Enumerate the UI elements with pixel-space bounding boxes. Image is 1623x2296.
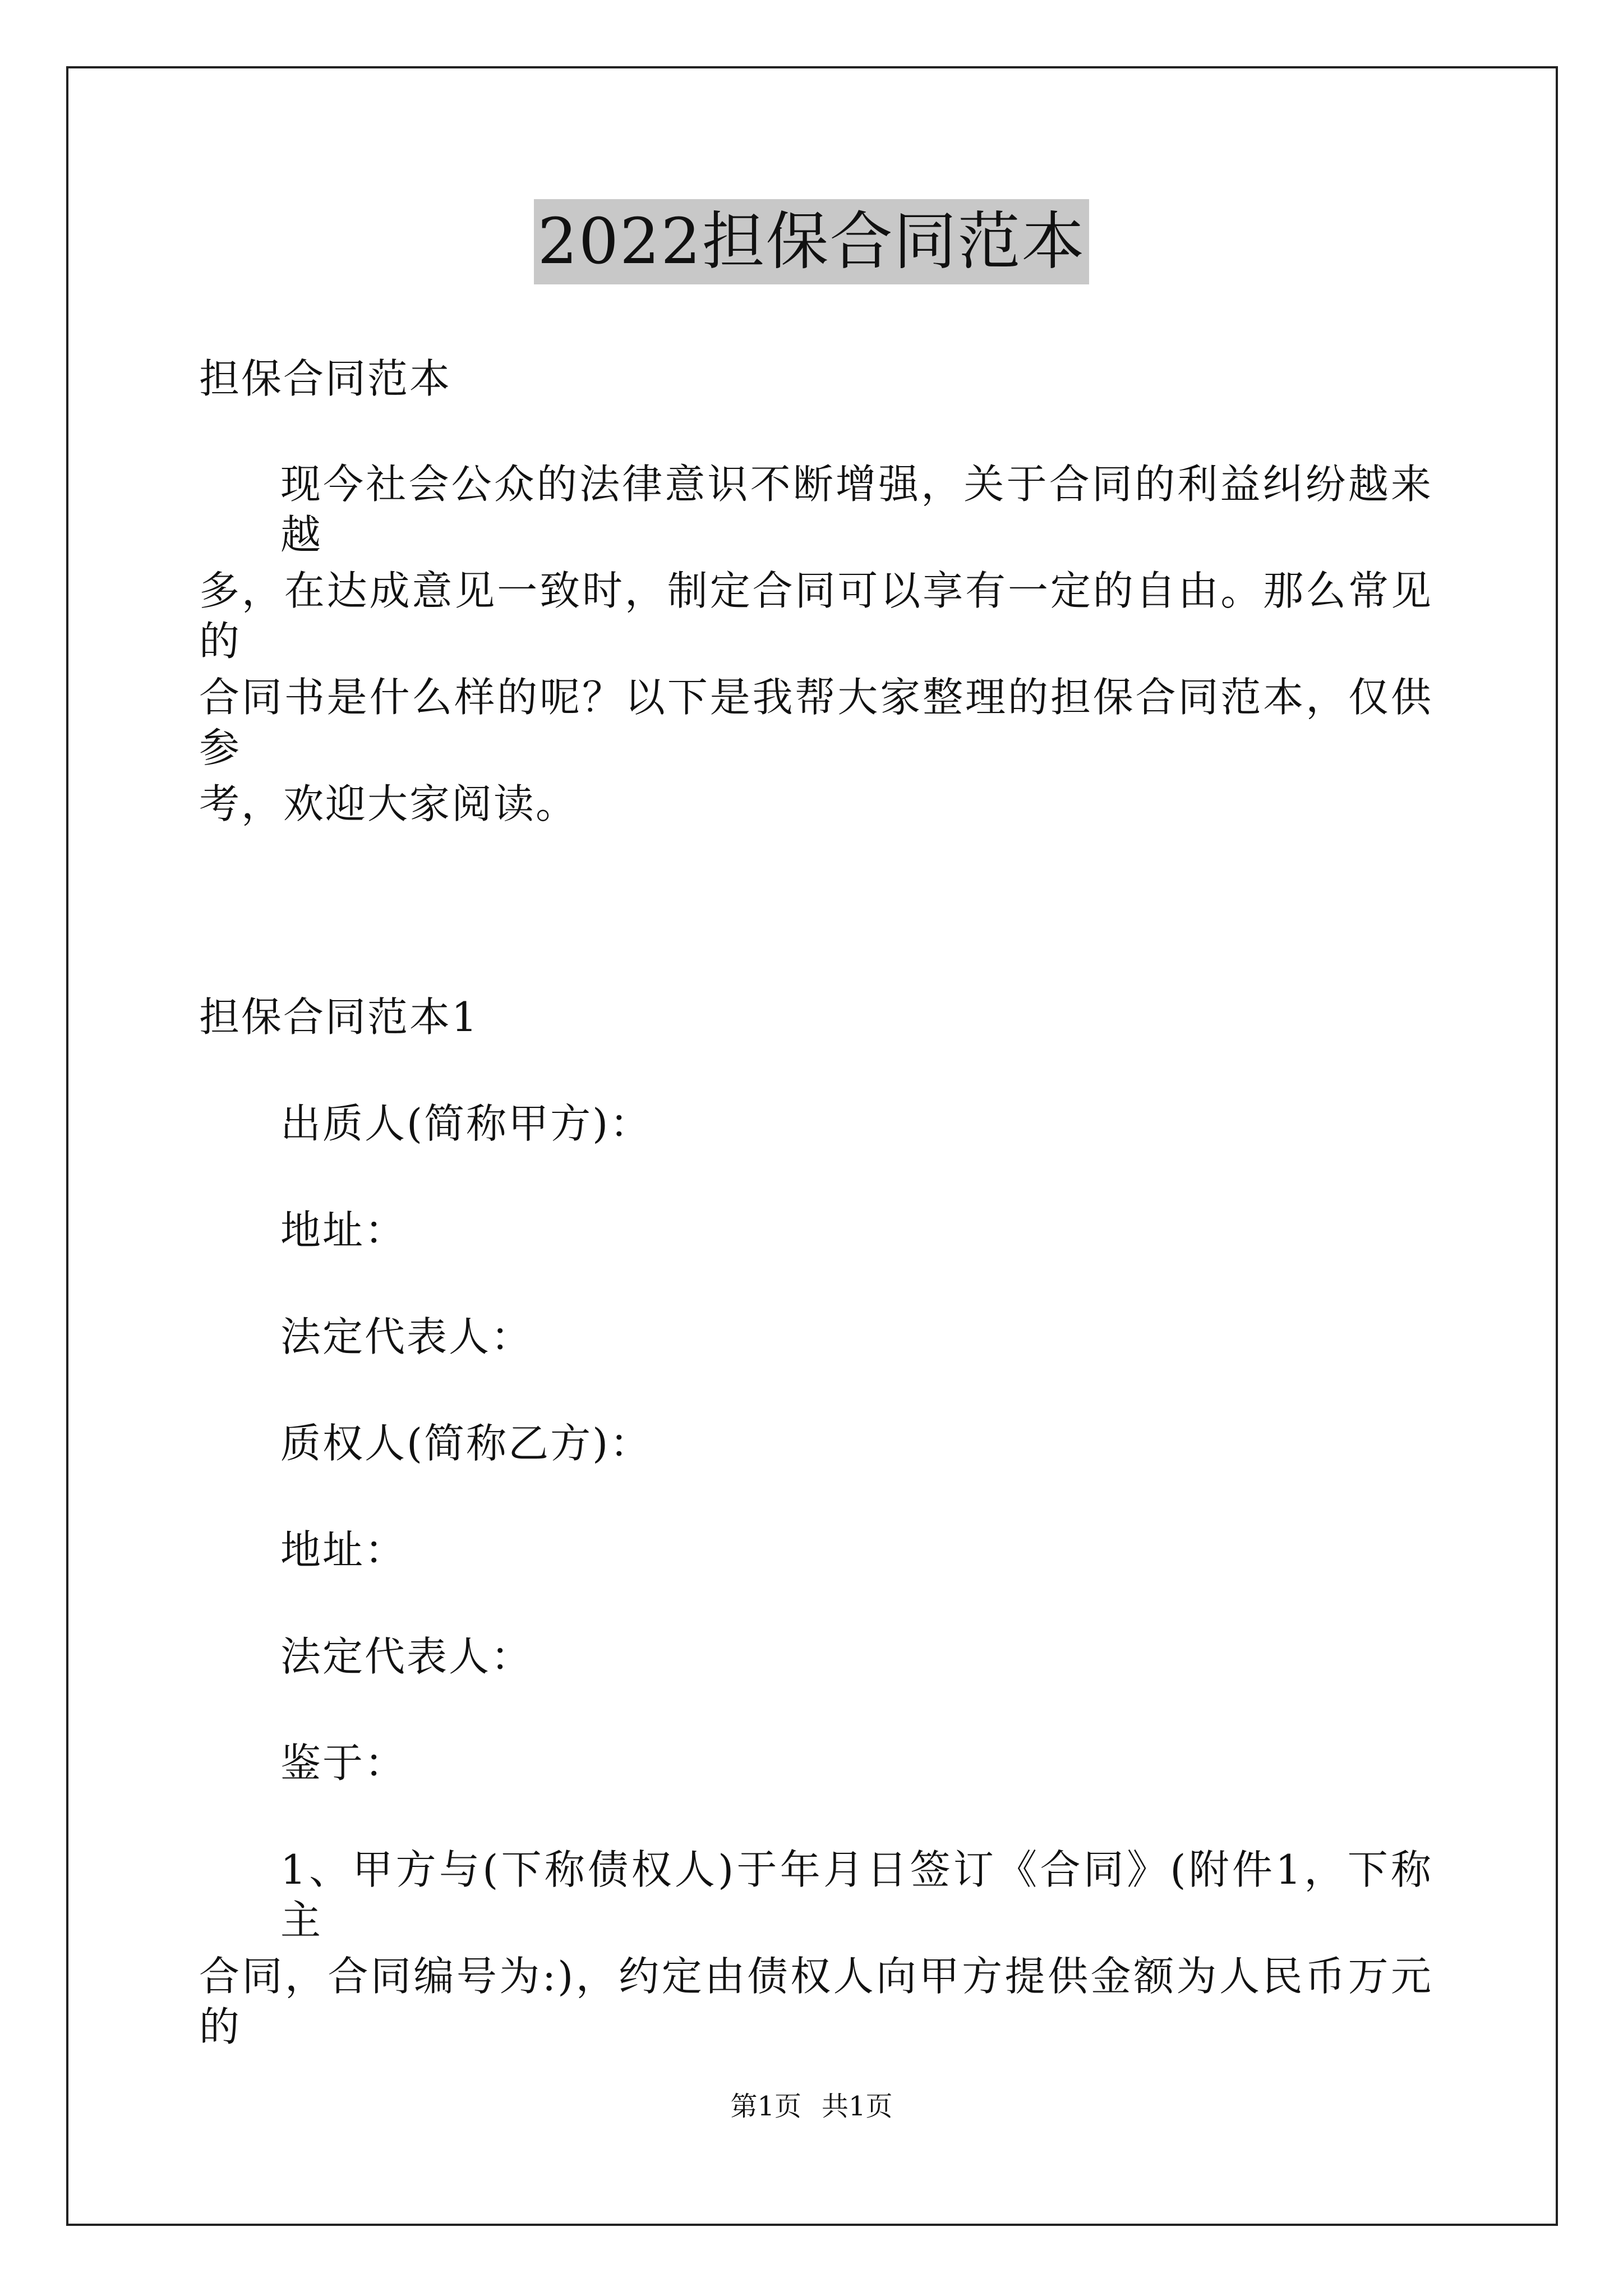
intro-line-1: 现今社会公众的法律意识不断增强，关于合同的利益纠纷越来越 bbox=[280, 461, 1433, 558]
clause-line-1: 1、甲方与(下称债权人)于年月日签订《合同》(附件1，下称主 bbox=[280, 1846, 1433, 1944]
document-heading: 担保合同范本 bbox=[199, 355, 452, 402]
intro-line-4: 考，欢迎大家阅读。 bbox=[199, 780, 578, 827]
document-title: 2022担保合同范本 bbox=[534, 199, 1089, 284]
title-container bbox=[0, 199, 1623, 284]
page-total-label: 共1页 bbox=[822, 2091, 893, 2122]
section-title: 担保合同范本1 bbox=[199, 993, 479, 1041]
intro-line-2: 多，在达成意见一致时，制定合同可以享有一定的自由。那么常见的 bbox=[199, 567, 1433, 665]
field-pledgor-representative: 法定代表人： bbox=[280, 1313, 533, 1360]
field-pledgee: 质权人(简称乙方)： bbox=[280, 1420, 652, 1467]
field-pledgee-address: 地址： bbox=[280, 1526, 407, 1573]
intro-line-3: 合同书是什么样的呢？以下是我帮大家整理的担保合同范本，仅供参 bbox=[199, 674, 1433, 771]
clause-line-2: 合同，合同编号为:)，约定由债权人向甲方提供金额为人民币万元的 bbox=[199, 1953, 1433, 2050]
field-pledgor-address: 地址： bbox=[280, 1207, 407, 1254]
page-footer bbox=[0, 2090, 1623, 2123]
field-pledgee-representative: 法定代表人： bbox=[280, 1633, 533, 1680]
page-number-label: 第1页 bbox=[730, 2091, 801, 2122]
field-pledgor: 出质人(简称甲方)： bbox=[280, 1100, 652, 1147]
field-whereas: 鉴于： bbox=[280, 1740, 407, 1787]
